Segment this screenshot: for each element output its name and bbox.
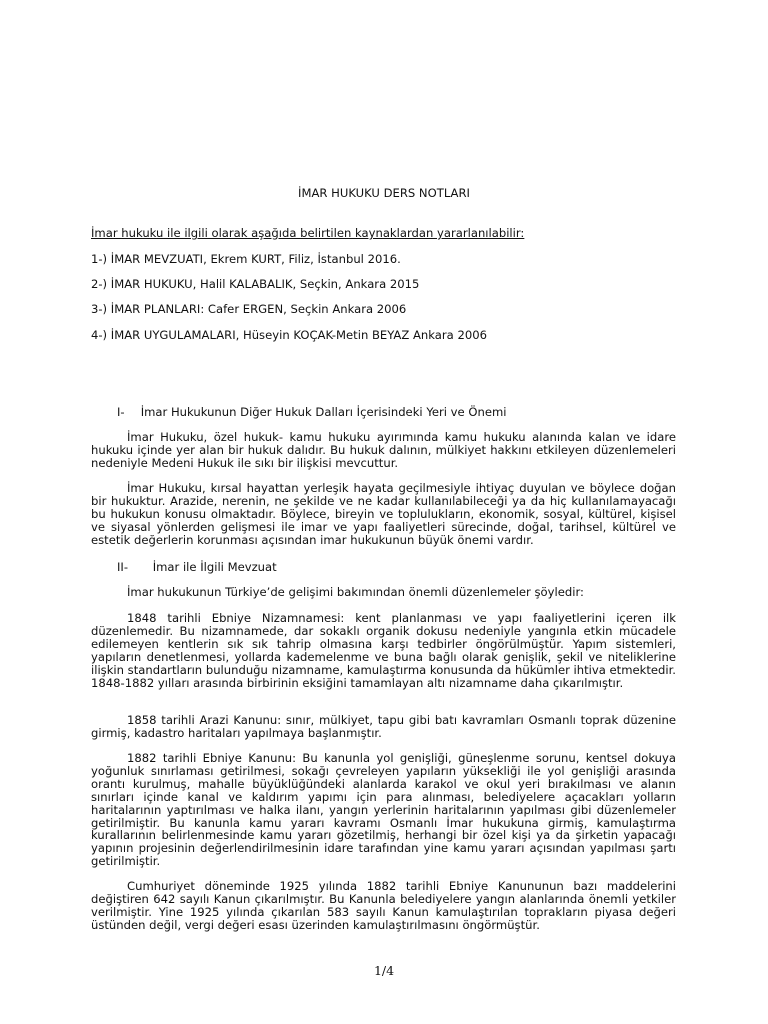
paragraph: 1882 tarihli Ebniye Kanunu: Bu kanunla yol genişliği, güneşlenme sorunu, kentsel dokuya yoğunluk sınırlaması getirilmesi, sokağı çevreleyen yapıların yüksekliği ile yol genişliği arasında orantı kurulmuş, mahalle büyüklüğündeki alanlarda karakol ve okul yeri bırakılması ve alanın sınırları içinde kanal ve kaldırım yapımı için para alınması, belediyelere açacakları yolların haritalarının yaptırılması ve halka ilanı, yangın yerlerinin haritalarının yapılması gibi düzenlemeler getirilmiştir. Bu kanunla kamu yararı kavramı Osmanlı İmar hukukuna girmiş, kamulaştırma kurallarının belirlenmesinde kamu yararı gözetilmiş, herhangi bir özel kişi ya da şirketin yapacağı yapının projesinin değerlendirilmesinin idare tarafından yine kamu yararı açısından yapılması şartı getirilmiştir.	[91, 751, 676, 869]
page-number: 1/4	[373, 963, 395, 978]
section-number: I-	[117, 405, 125, 419]
paragraph: İmar hukukunun Türkiye’de gelişimi bakımından önemli düzenlemeler şöyledir:	[127, 585, 584, 599]
paragraph: İmar Hukuku, özel hukuk- kamu hukuku ayırımında kamu hukuku alanında kalan ve idare hukuku içinde yer alan bir hukuk dalıdır. Bu hukuk dalının, mülkiyet hakkını etkileyen düzenlemeleri nedeniyle Medeni Hukuk ile sıkı bir ilişkisi mevcuttur.	[91, 430, 676, 470]
source-item: 1-) İMAR MEVZUATI, Ekrem KURT, Filiz, İstanbul 2016.	[91, 252, 401, 266]
source-item: 3-) İMAR PLANLARI: Cafer ERGEN, Seçkin Ankara 2006	[91, 302, 407, 316]
paragraph: İmar Hukuku, kırsal hayattan yerleşik hayata geçilmesiyle ihtiyaç duyulan ve böylece doğan bir hukuktur. Arazide, nerenin, ne şekilde ve ne kadar kullanılabileceği ya da hiç kullanılamayacağı bu hukukun konusu olmaktadır. Böylece, bireyin ve toplulukların, ekonomik, sosyal, kültürel, kişisel ve siyasal yönlerden gelişmesi ile imar ve yapı faaliyetleri sürecinde, doğal, tarihsel, kültürel ve estetik değerlerin korunması açısından imar hukukunun büyük önemi vardır.	[91, 481, 676, 547]
paragraph: Cumhuriyet döneminde 1925 yılında 1882 tarihli Ebniye Kanununun bazı maddelerini değiştiren 642 sayılı Kanun çıkarılmıştır. Bu Kanunla belediyelere yangın alanlarında önemli yetkiler verilmiştir. Yine 1925 yılında çıkarılan 583 sayılı Kanun kamulaştırılan toprakların piyasa değeri üstünden değil, vergi değeri esası üzerinden kamulaştırılmasını öngörmüştür.	[91, 879, 676, 932]
paragraph: 1858 tarihli Arazi Kanunu: sınır, mülkiyet, tapu gibi batı kavramları Osmanlı toprak düzenine girmiş, kadastro haritaları yapılmaya başlanmıştır.	[91, 713, 676, 740]
section-heading-2	[117, 560, 277, 574]
section-heading-1	[117, 405, 506, 419]
source-item: 4-) İMAR UYGULAMALARI, Hüseyin KOÇAK-Metin BEYAZ Ankara 2006	[91, 328, 487, 342]
section-title: İmar ile İlgili Mevzuat	[152, 560, 277, 574]
section-title: İmar Hukukunun Diğer Hukuk Dalları İçerisindeki Yeri ve Önemi	[140, 405, 507, 419]
sources-intro: İmar hukuku ile ilgili olarak aşağıda belirtilen kaynaklardan yararlanılabilir:	[91, 226, 525, 240]
source-item: 2-) İMAR HUKUKU, Halil KALABALIK, Seçkin, Ankara 2015	[91, 277, 420, 291]
document-title: İMAR HUKUKU DERS NOTLARI	[298, 186, 470, 200]
paragraph: 1848 tarihli Ebniye Nizamnamesi: kent planlanması ve yapı faaliyetlerini içeren ilk düzenlemedir. Bu nizamnamede, dar sokaklı organik dokusu nedeniyle yangınla etkin mücadele edilemeyen kentlerin sık sık tahrip olmasına karşı tedbirler öngörülmüştür. Yapım sistemleri, yapıların denetlenmesi, yollarda kademelenme ve buna bağlı olarak genişlik, şekil ve niteliklerine ilişkin standartların bulunduğu nizamname, kamulaştırma konusunda da hükümler ihtiva etmektedir. 1848-1882 yılları arasında birbirinin eksiğini tamamlayan altı nizamname daha çıkarılmıştır.	[91, 611, 676, 690]
section-number: II-	[117, 560, 129, 574]
